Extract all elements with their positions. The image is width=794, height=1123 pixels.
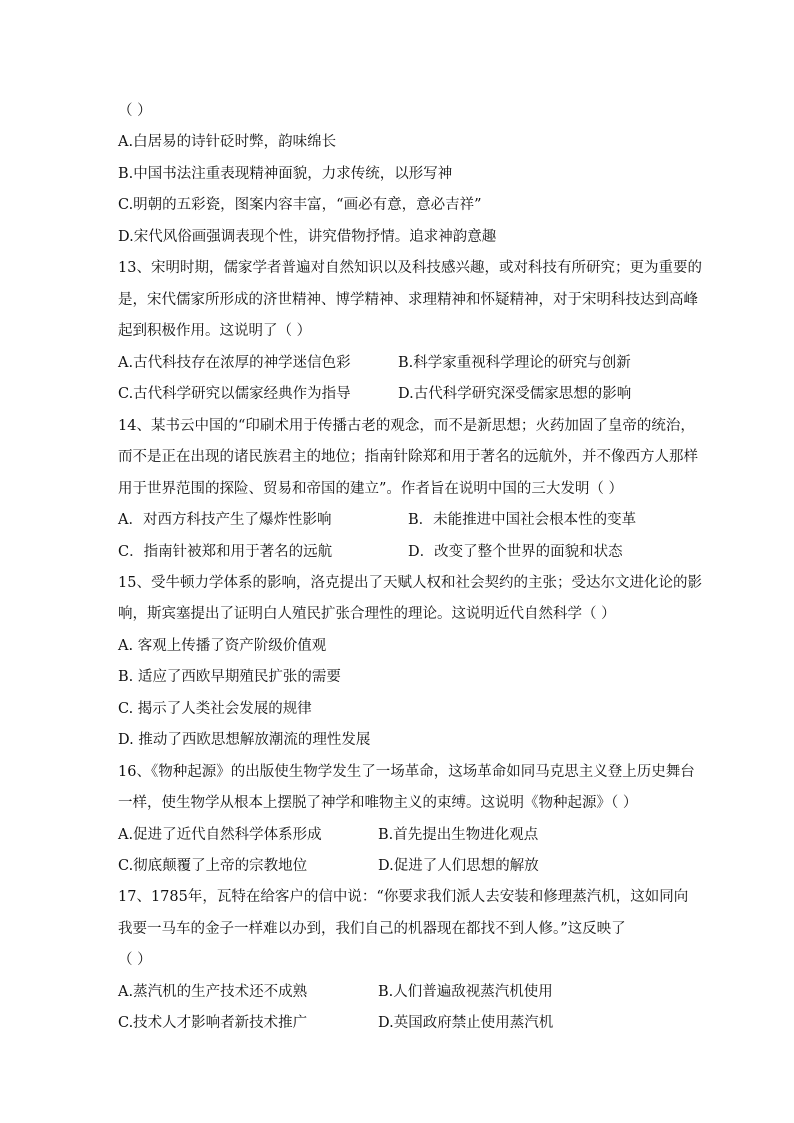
- q16-stem-line-2: 一样，使生物学从根本上摆脱了神学和唯物主义的束缚。这说明《物种起源》（ ）: [118, 795, 638, 811]
- q15-option-d: D. 推动了西欧思想解放潮流的理性发展: [118, 732, 371, 748]
- q17-stem-line-2: 我要一马车的金子一样难以办到，我们自己的机器现在都找不到人修。”这反映了: [118, 921, 626, 937]
- q12-option-d: D.宋代风俗画强调表现个性，讲究借物抒情。追求神韵意趣: [118, 229, 497, 245]
- q13-option-d: D.古代科学研究深受儒家思想的影响: [398, 386, 632, 402]
- q14-option-d: D．改变了整个世界的面貌和状态: [408, 544, 623, 560]
- q16-option-c: C.彻底颠覆了上帝的宗教地位: [118, 858, 308, 874]
- q16-stem-line-1: 16、《物种起源》的出版使生物学发生了一场革命，这场革命如同马克思主义登上历史舞台: [118, 764, 695, 780]
- q12-answer-blank: （ ）: [118, 103, 152, 119]
- q12-option-c: C.明朝的五彩瓷，图案内容丰富，“画必有意，意必吉祥”: [118, 197, 482, 213]
- q13-stem-line-3: 起到积极作用。这说明了（ ）: [118, 323, 312, 339]
- q14-option-a: A．对西方科技产生了爆炸性影响: [118, 512, 332, 528]
- q17-option-c: C.技术人才影响者新技术推广: [118, 1015, 308, 1031]
- q14-option-b: B．未能推进中国社会根本性的变革: [408, 512, 637, 528]
- q15-option-a: A. 客观上传播了资产阶级价值观: [118, 638, 327, 654]
- q17-option-d: D.英国政府禁止使用蒸汽机: [378, 1015, 554, 1031]
- q15-option-b: B. 适应了西欧早期殖民扩张的需要: [118, 669, 341, 685]
- q12-option-b: B.中国书法注重表现精神面貌，力求传统，以形写神: [118, 166, 453, 182]
- q15-stem-line-2: 响，斯宾塞提出了证明白人殖民扩张合理性的理论。这说明近代自然科学（ ）: [118, 606, 616, 622]
- q13-option-a: A.古代科技存在浓厚的神学迷信色彩: [118, 355, 351, 371]
- q17-stem-line-3: （ ）: [118, 952, 152, 968]
- q14-stem-line-2: 而不是正在出现的诸民族君主的地位；指南针除郑和用于著名的远航外，并不像西方人那样: [118, 449, 698, 465]
- q17-option-b: B.人们普遍敌视蒸汽机使用: [378, 984, 553, 1000]
- q15-stem-line-1: 15、受牛顿力学体系的影响，洛克提出了天赋人权和社会契约的主张；受达尔文进化论的影: [118, 575, 702, 591]
- q17-option-a: A.蒸汽机的生产技术还不成熟: [118, 984, 308, 1000]
- q14-option-c: C．指南针被郑和用于著名的远航: [118, 544, 333, 560]
- q16-option-a: A.促进了近代自然科学体系形成: [118, 827, 322, 843]
- q14-stem-line-3: 用于世界范围的探险、贸易和帝国的建立”。作者旨在说明中国的三大发明（ ）: [118, 481, 624, 497]
- q16-option-b: B.首先提出生物进化观点: [378, 827, 539, 843]
- q17-stem-line-1: 17、1785年，瓦特在给客户的信中说：“你要求我们派人去安装和修理蒸汽机，这如同向: [118, 889, 689, 905]
- q13-stem-line-1: 13、宋明时期，儒家学者普遍对自然知识以及科技感兴趣，或对科技有所研究；更为重要的: [118, 260, 702, 276]
- q13-option-c: C.古代科学研究以儒家经典作为指导: [118, 386, 351, 402]
- q16-option-d: D.促进了人们思想的解放: [378, 858, 539, 874]
- q12-option-a: A.白居易的诗针砭时弊，韵味绵长: [118, 134, 337, 150]
- q14-stem-line-1: 14、某书云中国的“印刷术用于传播古老的观念，而不是新思想；火药加固了皇帝的统治，: [118, 418, 695, 434]
- q13-option-b: B.科学家重视科学理论的研究与创新: [398, 355, 631, 371]
- q13-stem-line-2: 是，宋代儒家所形成的济世精神、博学精神、求理精神和怀疑精神，对于宋明科技达到高峰: [118, 292, 698, 308]
- q15-option-c: C. 揭示了人类社会发展的规律: [118, 701, 312, 717]
